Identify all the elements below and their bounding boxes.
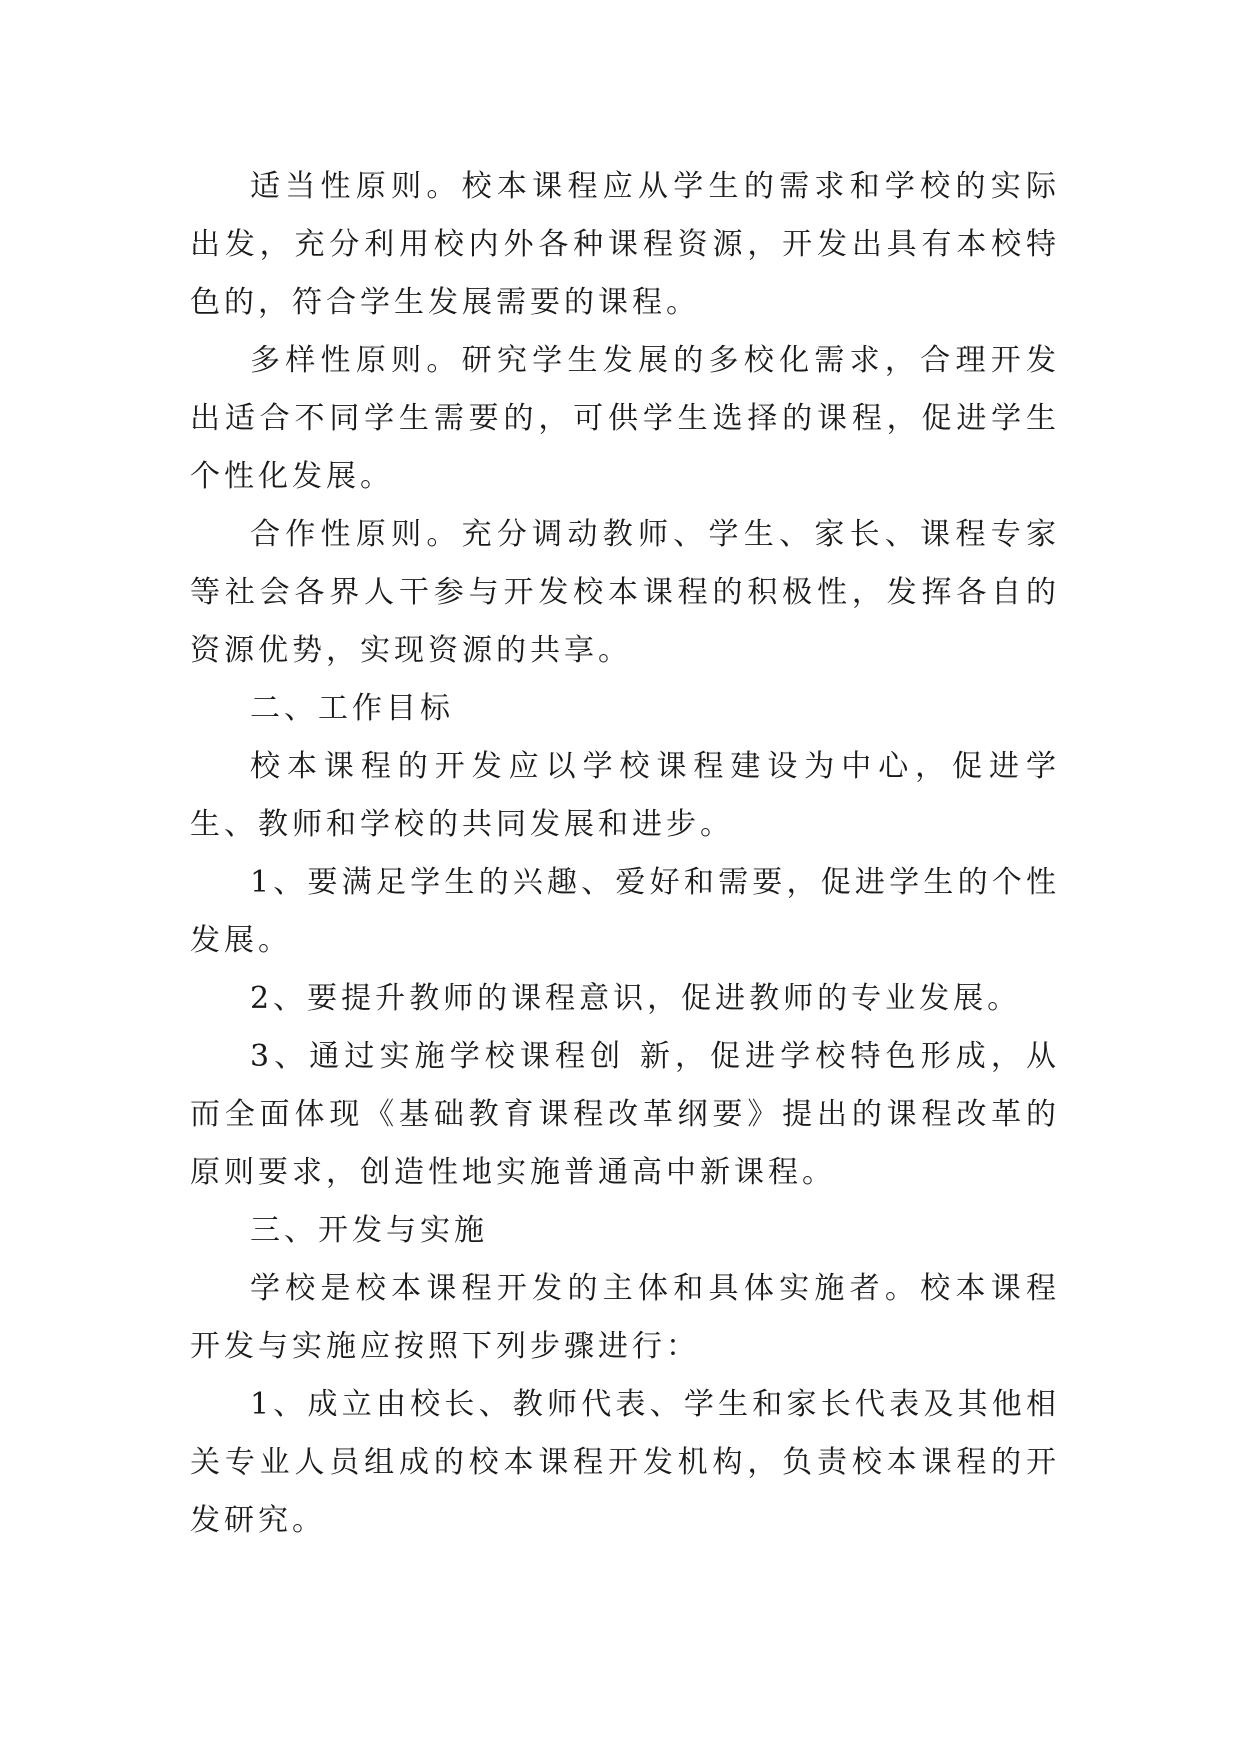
paragraph-goal-1: 1、要满足学生的兴趣、爱好和需要，促进学生的个性发展。 — [190, 865, 1060, 958]
paragraph-cooperation-principle: 合作性原则。充分调动教师、学生、家长、课程专家等社会各界人干参与开发校本课程的积极性，发挥各自的资源优势，实现资源的共享。 — [190, 517, 1060, 668]
paragraph-goals-intro: 校本课程的开发应以学校课程建设为中心，促进学生、教师和学校的共同发展和进步。 — [190, 749, 1060, 842]
paragraph-diversity-principle: 多样性原则。研究学生发展的多校化需求，合理开发出适合不同学生需要的，可供学生选择的课程，促进学生个性化发展。 — [190, 343, 1060, 494]
section-heading-work-goals: 二、工作目标 — [250, 691, 454, 726]
document-body — [190, 158, 1060, 1550]
paragraph-goal-3: 3、通过实施学校课程创 新，促进学校特色形成，从而全面体现《基础教育课程改革纲要》提出的课程改革的原则要求，创造性地实施普通高中新课程。 — [190, 1039, 1060, 1190]
paragraph-step-1: 1、成立由校长、教师代表、学生和家长代表及其他相关专业人员组成的校本课程开发机构，负责校本课程的开发研究。 — [190, 1387, 1060, 1538]
section-heading-development-implementation: 三、开发与实施 — [250, 1213, 488, 1248]
paragraph-goal-2: 2、要提升教师的课程意识，促进教师的专业发展。 — [250, 981, 1022, 1016]
paragraph-appropriateness-principle: 适当性原则。校本课程应从学生的需求和学校的实际出发，充分利用校内外各种课程资源，开发出具有本校特色的，符合学生发展需要的课程。 — [190, 169, 1060, 320]
paragraph-implementation-intro: 学校是校本课程开发的主体和具体实施者。校本课程开发与实施应按照下列步骤进行： — [190, 1271, 1060, 1364]
